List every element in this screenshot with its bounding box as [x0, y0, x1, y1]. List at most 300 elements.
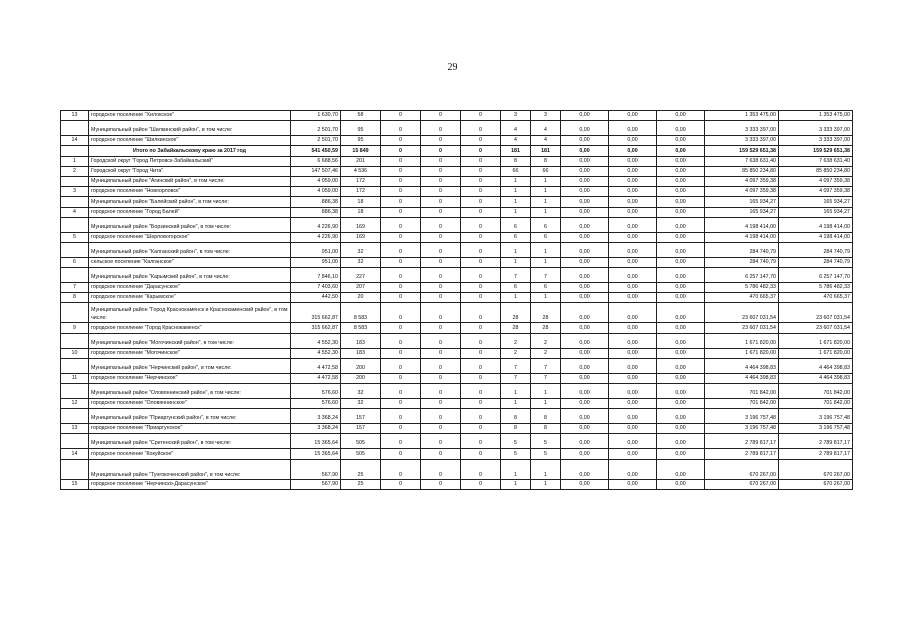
value-cell: 0 — [381, 156, 421, 166]
row-number-cell: 14 — [61, 136, 89, 146]
value-cell: 0 — [421, 268, 461, 283]
people-cell: 32 — [341, 257, 381, 267]
value-cell: 0,00 — [561, 409, 609, 424]
value-cell: 0,00 — [657, 187, 705, 197]
value-cell: 0 — [381, 187, 421, 197]
name-cell: Муниципальный район "Могочинский район", в том числе: — [89, 333, 291, 348]
value-cell: 7 — [501, 268, 531, 283]
amount-cell: 1 671 820,00 — [779, 333, 853, 348]
amount-cell: 165 934,27 — [779, 197, 853, 207]
name-cell: Муниципальный район "Оловяннинский район", в том числе: — [89, 384, 291, 399]
value-cell: 0,00 — [561, 232, 609, 242]
value-cell: 0,00 — [609, 373, 657, 383]
value-cell: 1 — [531, 479, 561, 489]
people-cell: 25 — [341, 479, 381, 489]
value-cell: 0,00 — [609, 358, 657, 373]
value-cell: 0,00 — [657, 136, 705, 146]
table-row — [61, 146, 853, 156]
amount-cell: 470 665,37 — [705, 293, 779, 303]
area-cell: 4 552,30 — [291, 333, 341, 348]
area-cell: 147 507,46 — [291, 166, 341, 176]
value-cell: 0,00 — [609, 293, 657, 303]
row-number-cell: 5 — [61, 232, 89, 242]
value-cell: 0,00 — [657, 358, 705, 373]
value-cell: 0 — [381, 121, 421, 136]
row-number-cell — [61, 217, 89, 232]
amount-cell: 165 934,27 — [705, 207, 779, 217]
value-cell: 0,00 — [657, 459, 705, 479]
people-cell: 32 — [341, 242, 381, 257]
value-cell: 0 — [381, 323, 421, 333]
row-number-cell — [61, 176, 89, 186]
value-cell: 3 — [501, 111, 531, 121]
value-cell: 0 — [381, 207, 421, 217]
page-number: 29 — [447, 62, 458, 73]
value-cell: 0 — [461, 268, 501, 283]
value-cell: 0,00 — [657, 217, 705, 232]
value-cell: 0,00 — [609, 399, 657, 409]
row-number-cell — [61, 268, 89, 283]
value-cell: 0 — [421, 449, 461, 459]
row-number-cell: 9 — [61, 323, 89, 333]
value-cell: 0,00 — [561, 303, 609, 323]
row-number-cell: 8 — [61, 293, 89, 303]
value-cell: 0,00 — [609, 166, 657, 176]
value-cell: 0 — [421, 333, 461, 348]
table-row — [61, 459, 853, 479]
value-cell: 1 — [501, 399, 531, 409]
value-cell: 0,00 — [609, 146, 657, 156]
value-cell: 6 — [501, 283, 531, 293]
people-cell: 32 — [341, 384, 381, 399]
amount-cell: 4 198 414,00 — [779, 217, 853, 232]
value-cell: 0,00 — [609, 479, 657, 489]
value-cell: 0 — [461, 217, 501, 232]
value-cell: 0,00 — [561, 207, 609, 217]
value-cell: 0,00 — [561, 384, 609, 399]
value-cell: 0,00 — [657, 111, 705, 121]
area-cell: 4 552,30 — [291, 348, 341, 358]
value-cell: 1 — [531, 176, 561, 186]
value-cell: 0,00 — [561, 268, 609, 283]
table-row — [61, 303, 853, 323]
row-number-cell: 13 — [61, 424, 89, 434]
value-cell: 0 — [381, 409, 421, 424]
value-cell: 66 — [501, 166, 531, 176]
value-cell: 0,00 — [561, 187, 609, 197]
area-cell: 7 403,60 — [291, 283, 341, 293]
value-cell: 1 — [501, 459, 531, 479]
value-cell: 6 — [531, 283, 561, 293]
area-cell: 2 501,70 — [291, 121, 341, 136]
value-cell: 0 — [461, 459, 501, 479]
value-cell: 0 — [421, 358, 461, 373]
value-cell: 7 — [531, 268, 561, 283]
people-cell: 4 536 — [341, 166, 381, 176]
value-cell: 5 — [531, 449, 561, 459]
amount-cell: 6 257 147,70 — [779, 268, 853, 283]
value-cell: 0 — [421, 479, 461, 489]
value-cell: 0 — [381, 268, 421, 283]
value-cell: 0 — [421, 121, 461, 136]
people-cell: 32 — [341, 399, 381, 409]
value-cell: 0,00 — [657, 257, 705, 267]
name-cell: городское поселение "Шилкинское" — [89, 136, 291, 146]
amount-cell: 4 198 414,00 — [705, 232, 779, 242]
amount-cell: 3 196 757,48 — [705, 409, 779, 424]
value-cell: 0,00 — [609, 197, 657, 207]
value-cell: 7 — [531, 373, 561, 383]
name-cell: городское поселение "Город Краснокаменск" — [89, 323, 291, 333]
area-cell: 4 472,58 — [291, 358, 341, 373]
row-number-cell — [61, 303, 89, 323]
value-cell: 0,00 — [609, 111, 657, 121]
area-cell: 2 501,70 — [291, 136, 341, 146]
value-cell: 0,00 — [657, 449, 705, 459]
value-cell: 0,00 — [561, 399, 609, 409]
area-cell: 4 226,90 — [291, 232, 341, 242]
value-cell: 5 — [501, 449, 531, 459]
row-number-cell — [61, 459, 89, 479]
value-cell: 0,00 — [657, 479, 705, 489]
value-cell: 0,00 — [609, 268, 657, 283]
value-cell: 0 — [381, 384, 421, 399]
row-number-cell: 12 — [61, 399, 89, 409]
table-row — [61, 348, 853, 358]
value-cell: 8 — [501, 156, 531, 166]
row-number-cell — [61, 409, 89, 424]
amount-cell: 1 353 475,00 — [705, 111, 779, 121]
amount-cell: 670 267,00 — [779, 459, 853, 479]
amount-cell: 3 333 397,00 — [705, 121, 779, 136]
table-row — [61, 283, 853, 293]
area-cell: 4 059,00 — [291, 176, 341, 186]
value-cell: 1 — [531, 242, 561, 257]
value-cell: 0,00 — [609, 232, 657, 242]
value-cell: 1 — [501, 384, 531, 399]
row-number-cell — [61, 333, 89, 348]
value-cell: 3 — [531, 111, 561, 121]
amount-cell: 6 257 147,70 — [705, 268, 779, 283]
value-cell: 0 — [421, 232, 461, 242]
amount-cell: 284 740,79 — [779, 257, 853, 267]
value-cell: 0 — [461, 449, 501, 459]
amount-cell: 701 842,00 — [705, 384, 779, 399]
amount-cell: 3 333 397,00 — [779, 121, 853, 136]
table-row — [61, 136, 853, 146]
value-cell: 2 — [531, 333, 561, 348]
amount-cell: 701 842,00 — [705, 399, 779, 409]
people-cell: 200 — [341, 373, 381, 383]
value-cell: 0,00 — [657, 409, 705, 424]
row-number-cell: 10 — [61, 348, 89, 358]
value-cell: 0,00 — [657, 242, 705, 257]
value-cell: 0 — [461, 111, 501, 121]
people-cell: 183 — [341, 348, 381, 358]
value-cell: 0 — [381, 166, 421, 176]
value-cell: 0,00 — [609, 257, 657, 267]
value-cell: 0 — [421, 187, 461, 197]
amount-cell: 2 789 817,17 — [705, 434, 779, 449]
amount-cell: 701 842,00 — [779, 384, 853, 399]
value-cell: 0,00 — [657, 121, 705, 136]
value-cell: 0 — [381, 358, 421, 373]
amount-cell: 4 097 359,38 — [779, 176, 853, 186]
people-cell: 183 — [341, 333, 381, 348]
value-cell: 1 — [531, 399, 561, 409]
value-cell: 0 — [421, 323, 461, 333]
value-cell: 0,00 — [609, 323, 657, 333]
value-cell: 1 — [531, 187, 561, 197]
value-cell: 0,00 — [609, 207, 657, 217]
amount-cell: 284 740,79 — [779, 242, 853, 257]
value-cell: 0,00 — [609, 409, 657, 424]
name-cell: Муниципальный район "Город Краснокаменск и Краснокаменский район", в том числе: — [89, 303, 291, 323]
value-cell: 0 — [421, 459, 461, 479]
value-cell: 181 — [501, 146, 531, 156]
value-cell: 1 — [531, 459, 561, 479]
table-row — [61, 384, 853, 399]
people-cell: 157 — [341, 424, 381, 434]
row-number-cell: 7 — [61, 283, 89, 293]
table-row — [61, 373, 853, 383]
value-cell: 0 — [421, 217, 461, 232]
table-row — [61, 187, 853, 197]
value-cell: 6 — [501, 232, 531, 242]
value-cell: 7 — [531, 358, 561, 373]
table-row — [61, 323, 853, 333]
value-cell: 1 — [531, 293, 561, 303]
amount-cell: 4 464 398,83 — [705, 358, 779, 373]
value-cell: 0 — [421, 197, 461, 207]
name-cell: Муниципальный район "Балейский район", в том числе: — [89, 197, 291, 207]
value-cell: 0 — [421, 257, 461, 267]
value-cell: 0 — [421, 303, 461, 323]
amount-cell: 23 607 031,54 — [779, 323, 853, 333]
name-cell: Муниципальный район "Приаргунский район", в том числе: — [89, 409, 291, 424]
value-cell: 0 — [421, 242, 461, 257]
value-cell: 1 — [501, 242, 531, 257]
table-row — [61, 176, 853, 186]
amount-cell: 1 671 820,00 — [705, 348, 779, 358]
value-cell: 0,00 — [609, 333, 657, 348]
table-row — [61, 434, 853, 449]
value-cell: 0 — [421, 283, 461, 293]
people-cell: 207 — [341, 283, 381, 293]
people-cell: 172 — [341, 187, 381, 197]
value-cell: 0,00 — [609, 136, 657, 146]
value-cell: 0,00 — [657, 197, 705, 207]
value-cell: 6 — [531, 217, 561, 232]
value-cell: 0,00 — [609, 303, 657, 323]
area-cell: 951,00 — [291, 242, 341, 257]
area-cell: 15 365,64 — [291, 434, 341, 449]
row-number-cell — [61, 197, 89, 207]
value-cell: 0,00 — [657, 399, 705, 409]
amount-cell: 4 097 359,38 — [779, 187, 853, 197]
name-cell: городское поселение "Хилокское" — [89, 111, 291, 121]
value-cell: 0,00 — [561, 479, 609, 489]
name-cell: городское поселение "Город Балей" — [89, 207, 291, 217]
value-cell: 0 — [421, 424, 461, 434]
value-cell: 0 — [461, 293, 501, 303]
name-cell: Муниципальный район "Карымский район", в том числе: — [89, 268, 291, 283]
row-number-cell — [61, 384, 89, 399]
amount-cell: 165 934,27 — [705, 197, 779, 207]
value-cell: 0 — [381, 217, 421, 232]
value-cell: 0,00 — [561, 197, 609, 207]
amount-cell: 4 464 398,83 — [779, 358, 853, 373]
value-cell: 0,00 — [657, 166, 705, 176]
row-number-cell: 4 — [61, 207, 89, 217]
value-cell: 0 — [421, 348, 461, 358]
value-cell: 0,00 — [657, 348, 705, 358]
amount-cell: 1 353 475,00 — [779, 111, 853, 121]
amount-cell: 2 789 817,17 — [705, 449, 779, 459]
value-cell: 0,00 — [561, 358, 609, 373]
table-row — [61, 232, 853, 242]
value-cell: 66 — [531, 166, 561, 176]
amount-cell: 4 097 359,38 — [705, 187, 779, 197]
name-cell: городское поселение "Новоорловск" — [89, 187, 291, 197]
value-cell: 0,00 — [609, 217, 657, 232]
value-cell: 0,00 — [657, 176, 705, 186]
area-cell: 541 450,59 — [291, 146, 341, 156]
area-cell: 567,90 — [291, 459, 341, 479]
table-row — [61, 358, 853, 373]
amount-cell: 2 789 817,17 — [779, 434, 853, 449]
value-cell: 4 — [501, 136, 531, 146]
people-cell: 95 — [341, 136, 381, 146]
value-cell: 2 — [531, 348, 561, 358]
table-row — [61, 424, 853, 434]
name-cell: городское поселение "Шерловогорское" — [89, 232, 291, 242]
people-cell: 157 — [341, 409, 381, 424]
value-cell: 0,00 — [609, 156, 657, 166]
area-cell: 886,38 — [291, 207, 341, 217]
table-row — [61, 217, 853, 232]
area-cell: 567,90 — [291, 479, 341, 489]
value-cell: 0 — [421, 111, 461, 121]
name-cell: Городской округ "Город Петровск-Забайкальский" — [89, 156, 291, 166]
value-cell: 0 — [381, 176, 421, 186]
value-cell: 0 — [421, 176, 461, 186]
name-cell: Итого по Забайкальскому краю за 2017 год — [89, 146, 291, 156]
value-cell: 1 — [501, 257, 531, 267]
value-cell: 0,00 — [561, 217, 609, 232]
value-cell: 8 — [531, 424, 561, 434]
value-cell: 0,00 — [657, 424, 705, 434]
value-cell: 0 — [461, 399, 501, 409]
value-cell: 0,00 — [561, 434, 609, 449]
table-row — [61, 479, 853, 489]
value-cell: 0 — [461, 283, 501, 293]
table-row — [61, 268, 853, 283]
value-cell: 0,00 — [609, 187, 657, 197]
value-cell: 0 — [381, 232, 421, 242]
amount-cell: 7 638 631,40 — [705, 156, 779, 166]
value-cell: 0 — [461, 156, 501, 166]
amount-cell: 159 529 651,38 — [779, 146, 853, 156]
people-cell: 58 — [341, 111, 381, 121]
value-cell: 0,00 — [561, 323, 609, 333]
value-cell: 1 — [531, 257, 561, 267]
row-number-cell: 2 — [61, 166, 89, 176]
table-row — [61, 333, 853, 348]
value-cell: 4 — [501, 121, 531, 136]
value-cell: 0 — [461, 242, 501, 257]
row-number-cell — [61, 358, 89, 373]
value-cell: 0 — [421, 207, 461, 217]
value-cell: 0,00 — [609, 121, 657, 136]
value-cell: 0 — [461, 373, 501, 383]
value-cell: 28 — [531, 323, 561, 333]
value-cell: 0,00 — [561, 283, 609, 293]
table-row — [61, 166, 853, 176]
amount-cell: 3 333 397,00 — [705, 136, 779, 146]
value-cell: 8 — [501, 409, 531, 424]
value-cell: 0,00 — [657, 156, 705, 166]
value-cell: 1 — [501, 197, 531, 207]
value-cell: 0,00 — [609, 459, 657, 479]
value-cell: 0,00 — [561, 333, 609, 348]
people-cell: 201 — [341, 156, 381, 166]
name-cell: сельское поселение "Калганское" — [89, 257, 291, 267]
amount-cell: 85 850 234,80 — [779, 166, 853, 176]
value-cell: 0 — [421, 136, 461, 146]
value-cell: 0,00 — [657, 293, 705, 303]
row-number-cell: 13 — [61, 111, 89, 121]
amount-cell: 670 267,00 — [705, 479, 779, 489]
amount-cell: 23 607 031,54 — [705, 323, 779, 333]
row-number-cell — [61, 121, 89, 136]
value-cell: 1 — [501, 176, 531, 186]
amount-cell: 4 464 398,83 — [779, 373, 853, 383]
row-number-cell: 11 — [61, 373, 89, 383]
value-cell: 0 — [461, 323, 501, 333]
value-cell: 0 — [381, 197, 421, 207]
row-number-cell — [61, 434, 89, 449]
name-cell: городское поселение "Карымское" — [89, 293, 291, 303]
value-cell: 0,00 — [657, 268, 705, 283]
people-cell: 8 583 — [341, 303, 381, 323]
value-cell: 0,00 — [561, 424, 609, 434]
area-cell: 576,60 — [291, 399, 341, 409]
people-cell: 20 — [341, 293, 381, 303]
value-cell: 5 — [531, 434, 561, 449]
row-number-cell: 15 — [61, 479, 89, 489]
people-cell: 18 — [341, 207, 381, 217]
amount-cell: 4 097 359,38 — [705, 176, 779, 186]
value-cell: 0 — [381, 434, 421, 449]
name-cell: городское поселение "Нерчинско-Дарасунское" — [89, 479, 291, 489]
amount-cell: 165 934,27 — [779, 207, 853, 217]
value-cell: 0,00 — [657, 323, 705, 333]
value-cell: 0,00 — [561, 136, 609, 146]
value-cell: 0 — [461, 197, 501, 207]
value-cell: 7 — [501, 358, 531, 373]
name-cell: Муниципальный район "Агинский район", в том числе: — [89, 176, 291, 186]
value-cell: 0,00 — [657, 333, 705, 348]
value-cell: 0 — [461, 303, 501, 323]
amount-cell: 2 789 817,17 — [779, 449, 853, 459]
name-cell: городское поселение "Могочинское" — [89, 348, 291, 358]
value-cell: 0 — [381, 303, 421, 323]
amount-cell: 1 671 820,00 — [779, 348, 853, 358]
value-cell: 0,00 — [657, 303, 705, 323]
value-cell: 0,00 — [561, 156, 609, 166]
name-cell: Муниципальный район "Калганский район", в том числе: — [89, 242, 291, 257]
